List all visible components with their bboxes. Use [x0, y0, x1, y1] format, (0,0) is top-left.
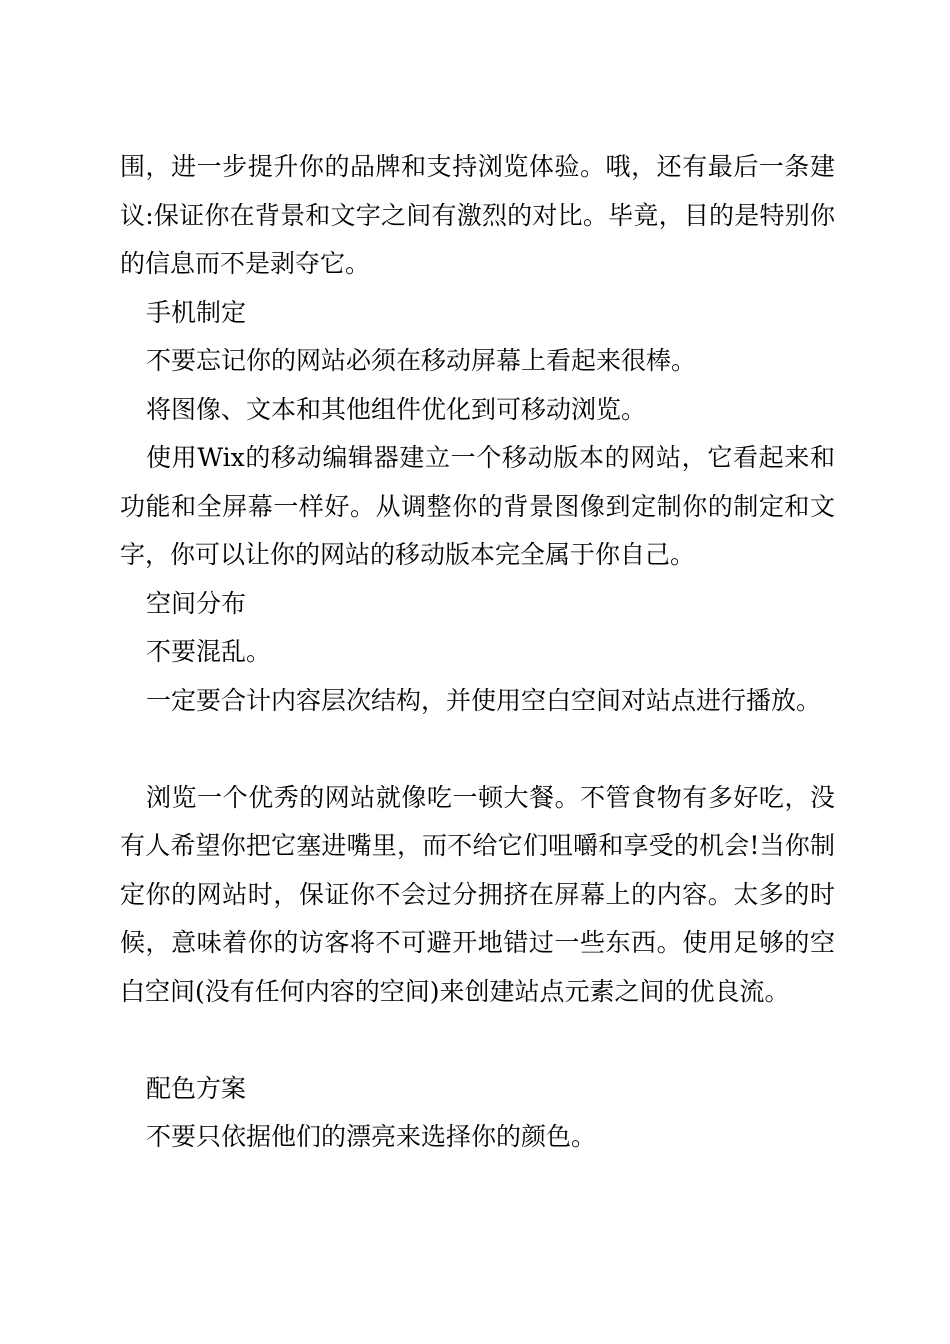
heading-mobile: 手机制定	[146, 297, 247, 327]
document-page	[120, 143, 835, 1162]
paragraph-mobile-optimize: 将图像、文本和其他组件优化到可移动浏览。	[146, 394, 647, 424]
paragraph-gap	[120, 1016, 835, 1065]
paragraph-mobile-reminder: 不要忘记你的网站必须在移动屏幕上看起来很棒。	[146, 346, 697, 375]
paragraph-space-no-clutter: 不要混乱。	[146, 637, 272, 666]
heading-space: 空间分布	[146, 588, 247, 618]
paragraph-brand-contrast: 围，进一步提升你的品牌和支持浏览体验。哦，还有最后一条建议:保证你在背景和文字之间有激烈的对比。毕竟，目的是特别你的信息而不是剥夺它。	[120, 152, 835, 278]
paragraph-color-choice: 不要只依据他们的漂亮来选择你的颜色。	[146, 1122, 597, 1151]
paragraph-space-hierarchy: 一定要合计内容层次结构，并使用空白空间对站点进行播放。	[146, 685, 822, 715]
paragraph-mobile-editor: 使用Wix的移动编辑器建立一个移动版本的网站，它看起来和功能和全屏幕一样好。从调整你的背景图像到定制你的制定和文字，你可以让你的网站的移动版本完全属于你自己。	[120, 443, 835, 569]
heading-color: 配色方案	[146, 1073, 247, 1103]
paragraph-space-meal: 浏览一个优秀的网站就像吃一顿大餐。不管食物有多好吃，没有人希望你把它塞进嘴里，而不给它们咀嚼和享受的机会!当你制定你的网站时，保证你不会过分拥挤在屏幕上的内容。太多的时候，意味着你的访客将不可避开地错过一些东西。使用足够的空白空间(没有任何内容的空间)来创建站点元素之间的优良流。	[120, 782, 835, 1006]
paragraph-gap	[120, 725, 835, 774]
